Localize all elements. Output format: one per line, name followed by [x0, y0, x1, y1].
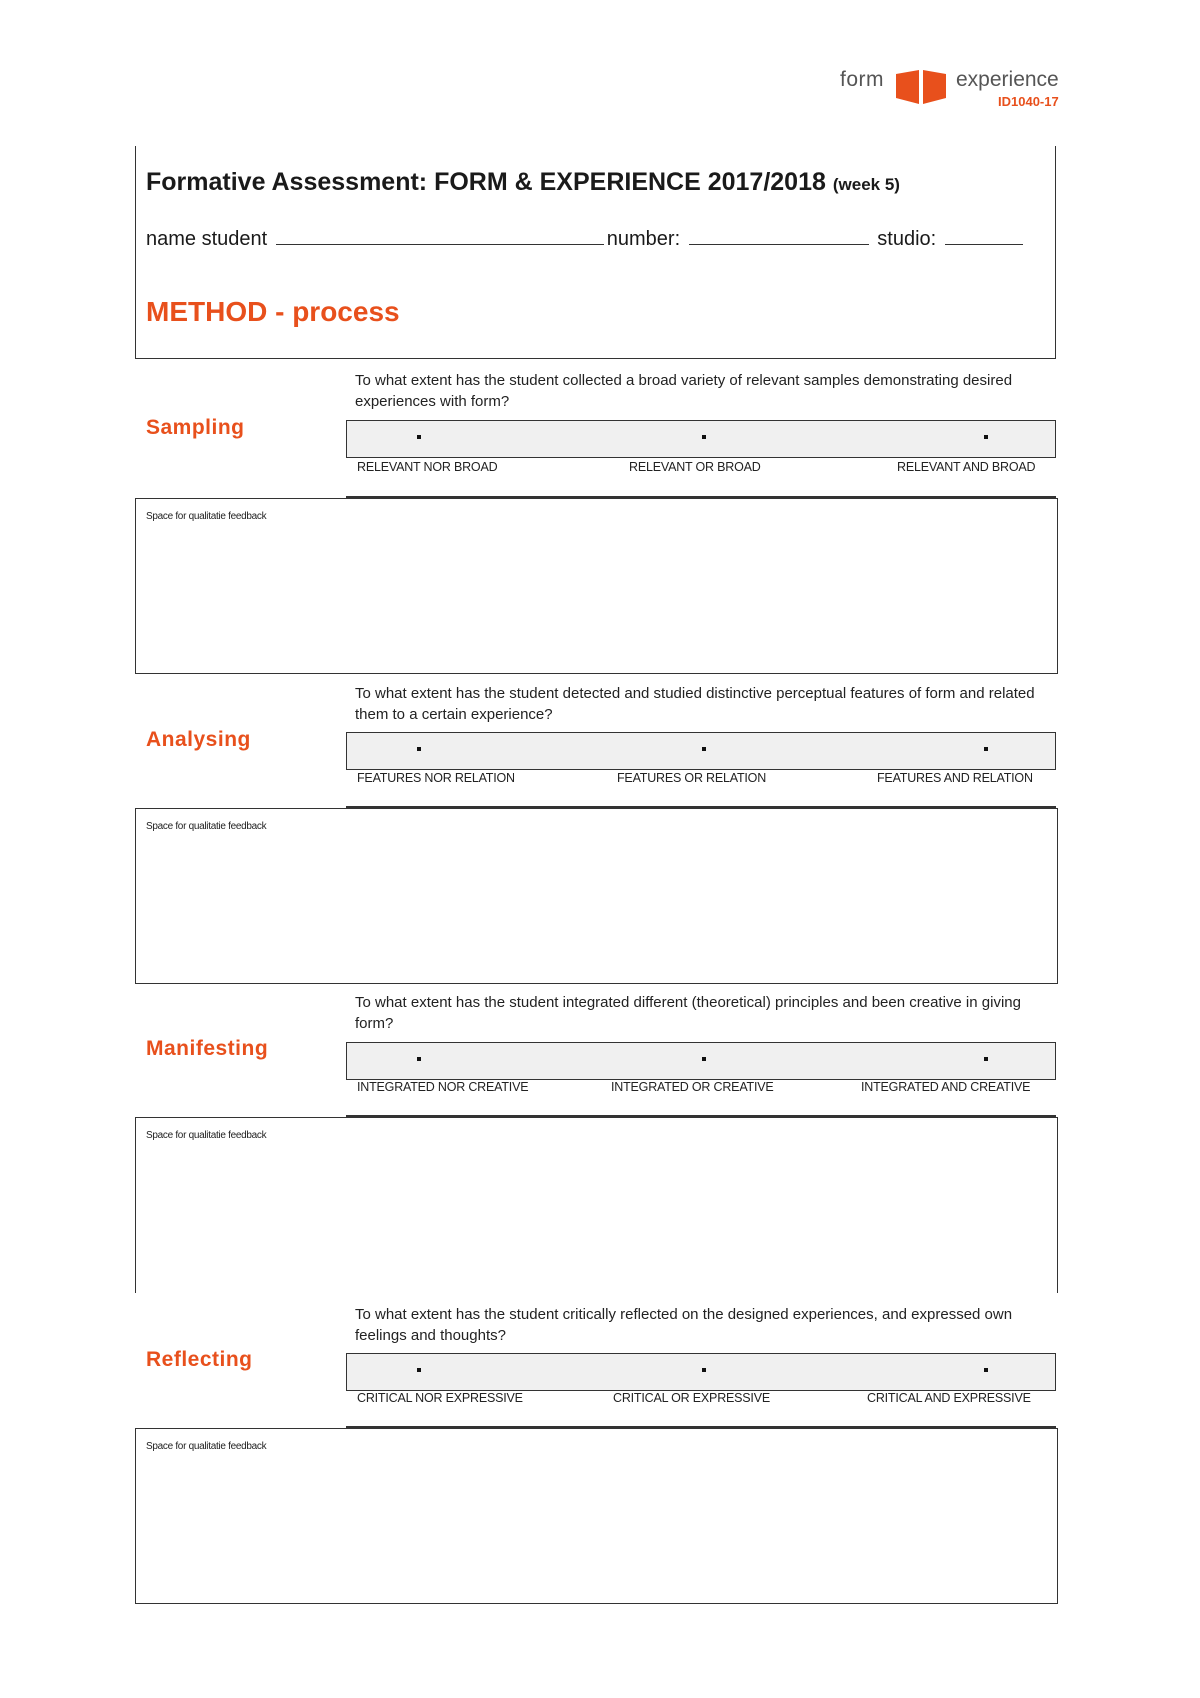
feedback-box[interactable]: [135, 1428, 1058, 1604]
scale-label-high: FEATURES AND RELATION: [877, 771, 1033, 785]
feedback-box[interactable]: [135, 1117, 1058, 1293]
number-label: number:: [606, 228, 681, 250]
studio-field[interactable]: [945, 226, 1023, 245]
number-field[interactable]: [689, 226, 869, 245]
feedback-box[interactable]: [135, 808, 1058, 984]
rating-option-3[interactable]: [984, 747, 988, 751]
section-heading: METHOD - process: [146, 296, 400, 327]
studio-label: studio:: [877, 228, 937, 250]
title-week: (week 5): [832, 175, 900, 194]
scale-label-low: FEATURES NOR RELATION: [357, 771, 515, 785]
title-main: Formative Assessment: FORM & EXPERIENCE 2017/2018: [146, 168, 826, 196]
rating-scale[interactable]: [346, 420, 1056, 458]
rating-option-2[interactable]: [702, 435, 706, 439]
rating-option-2[interactable]: [702, 1057, 706, 1061]
scale-label-high: CRITICAL AND EXPRESSIVE: [867, 1391, 1031, 1405]
rating-scale[interactable]: [346, 1042, 1056, 1080]
rating-option-1[interactable]: [417, 1368, 421, 1372]
criterion-label: Analysing: [146, 728, 251, 751]
logo-word-form: form: [840, 68, 884, 91]
feedback-label: Space for qualitatie feedback: [146, 511, 267, 522]
scale-label-mid: RELEVANT OR BROAD: [629, 460, 761, 474]
feedback-label: Space for qualitatie feedback: [146, 1441, 267, 1452]
rating-option-1[interactable]: [417, 747, 421, 751]
open-book-icon: [894, 68, 948, 106]
logo-word-experience: experience: [956, 68, 1059, 91]
rating-option-3[interactable]: [984, 1057, 988, 1061]
rating-option-3[interactable]: [984, 435, 988, 439]
criterion-question: To what extent has the student detected and studied distinctive perceptual features of form and related them to a certain experience?: [355, 685, 1035, 723]
criterion-label: Manifesting: [146, 1037, 269, 1060]
criterion-label: Reflecting: [146, 1348, 253, 1371]
feedback-label: Space for qualitatie feedback: [146, 821, 267, 832]
scale-label-mid: CRITICAL OR EXPRESSIVE: [613, 1391, 770, 1405]
rating-option-2[interactable]: [702, 747, 706, 751]
rating-scale[interactable]: [346, 1353, 1056, 1391]
scale-label-low: CRITICAL NOR EXPRESSIVE: [357, 1391, 523, 1405]
criterion-label: Sampling: [146, 416, 245, 439]
feedback-label: Space for qualitatie feedback: [146, 1130, 267, 1141]
rating-option-1[interactable]: [417, 435, 421, 439]
scale-label-low: INTEGRATED NOR CREATIVE: [357, 1080, 529, 1094]
name-field[interactable]: [276, 226, 604, 245]
scale-label-mid: INTEGRATED OR CREATIVE: [611, 1080, 774, 1094]
criterion-question: To what extent has the student collected a broad variety of relevant samples demonstrating desired experiences with form?: [355, 372, 1013, 410]
rating-option-2[interactable]: [702, 1368, 706, 1372]
scale-label-high: INTEGRATED AND CREATIVE: [861, 1080, 1031, 1094]
course-logo: [840, 64, 1070, 112]
rating-option-1[interactable]: [417, 1057, 421, 1061]
criterion-question: To what extent has the student integrated different (theoretical) principles and been creative in giving form?: [355, 994, 1021, 1032]
rating-scale[interactable]: [346, 732, 1056, 770]
page-title: [146, 168, 900, 197]
logo-course-code: ID1040-17: [998, 94, 1059, 109]
student-info-line: [146, 226, 1026, 251]
scale-label-mid: FEATURES OR RELATION: [617, 771, 767, 785]
feedback-box[interactable]: [135, 498, 1058, 674]
rating-option-3[interactable]: [984, 1368, 988, 1372]
scale-label-low: RELEVANT NOR BROAD: [357, 460, 498, 474]
name-label: name student: [146, 228, 268, 250]
criterion-question: To what extent has the student critically reflected on the designed experiences, and expressed own feelings and thoughts?: [355, 1306, 1013, 1344]
scale-label-high: RELEVANT AND BROAD: [897, 460, 1036, 474]
